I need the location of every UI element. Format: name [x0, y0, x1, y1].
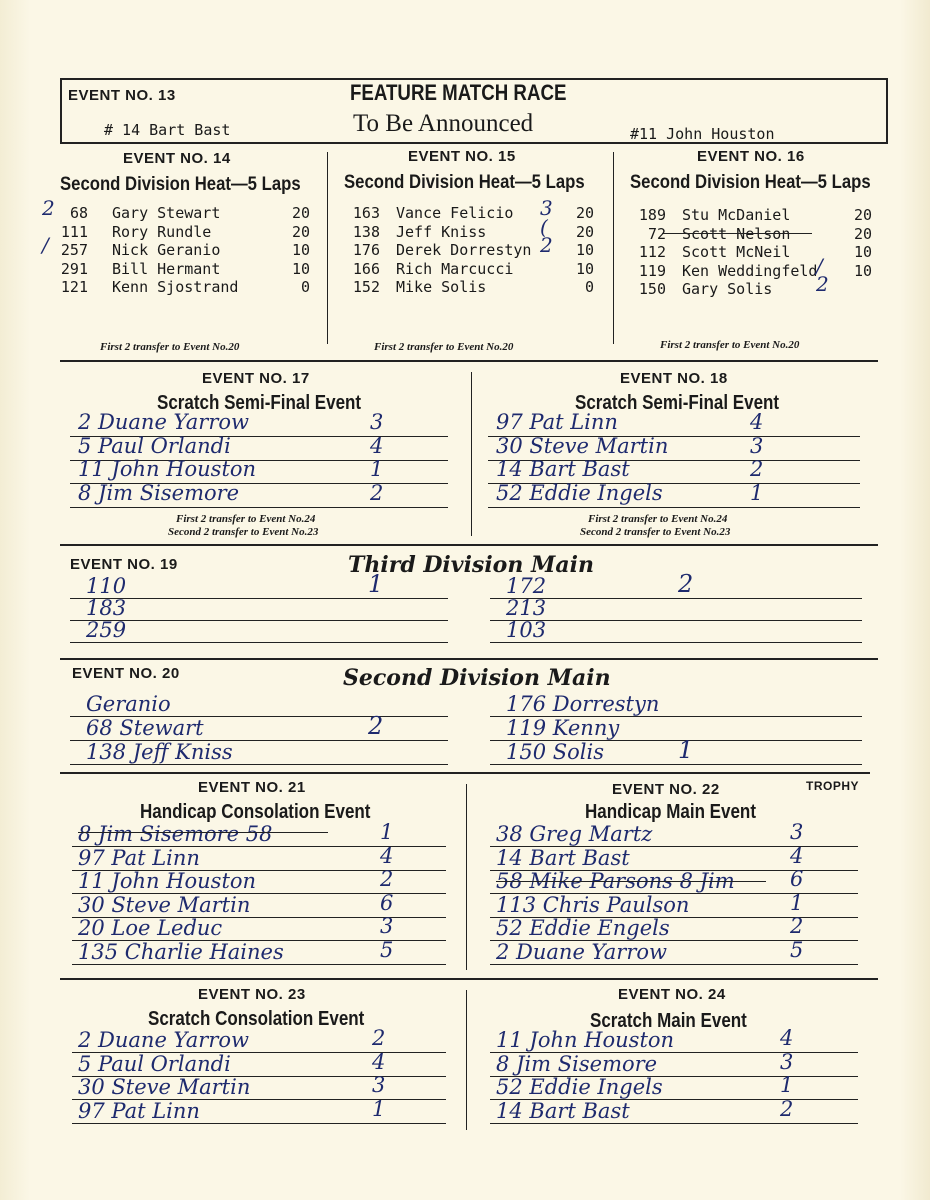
- handwritten-place: 4: [750, 410, 764, 434]
- heat-racer-number: 68: [69, 204, 88, 222]
- event-13-right-racer: #11 John Houston: [630, 125, 775, 143]
- handwritten-entry: 213: [506, 596, 547, 620]
- transfer-note: First 2 transfer to Event No.24: [588, 513, 728, 525]
- heat-points: 20: [291, 204, 310, 222]
- handwritten-entry: 8 Jim Sisemore: [496, 1051, 658, 1076]
- handwritten-place: 2: [790, 914, 804, 938]
- event-title: Handicap Main Event: [585, 801, 756, 823]
- entry-line: [70, 642, 448, 643]
- divider: [466, 990, 467, 1130]
- entry-line: [70, 598, 448, 599]
- semi-title: Scratch Semi-Final Event: [575, 392, 780, 414]
- divider: [60, 360, 878, 362]
- handwritten-entry: 30 Steve Martin: [78, 1075, 251, 1099]
- entry-line: [70, 764, 448, 765]
- handwritten-entry: 2 Duane Yarrow: [78, 410, 249, 434]
- handwritten-place: 6: [790, 867, 804, 891]
- event-19-title: Third Division Main: [348, 552, 594, 578]
- heat-racer-name: Gary Solis: [682, 280, 773, 298]
- handwritten-place: 6: [380, 890, 394, 915]
- handwritten-entry: 110: [86, 574, 127, 598]
- handwritten-place: 4: [370, 433, 384, 458]
- event-19-number: EVENT NO. 19: [70, 556, 178, 573]
- handwritten-entry: 68 Stewart: [86, 716, 204, 740]
- handwritten-entry: 11 John Houston: [78, 869, 257, 893]
- handwritten-place: 1: [368, 570, 384, 598]
- strike-through-mark: [78, 832, 328, 833]
- handwritten-entry: 52 Eddie Engels: [496, 916, 670, 940]
- heat-points: 10: [575, 241, 594, 259]
- divider: [466, 784, 467, 970]
- heat-racer-number: 121: [60, 278, 88, 296]
- heat-racer-name: Jeff Kniss: [396, 222, 487, 241]
- handwritten-place: 5: [380, 937, 394, 962]
- heat-points: 20: [575, 222, 594, 241]
- handwritten-entry: 97 Pat Linn: [78, 845, 200, 870]
- heat-title: Second Division Heat—5 Laps: [344, 172, 585, 193]
- event-20-title: Second Division Main: [343, 665, 611, 691]
- handwritten-entry: 172: [506, 574, 547, 598]
- handwritten-entry: 30 Steve Martin: [78, 892, 251, 917]
- handwritten-entry: 119 Kenny: [506, 716, 620, 740]
- heat-points: 0: [300, 278, 310, 296]
- event-number: EVENT NO. 21: [198, 779, 306, 796]
- transfer-note: First 2 transfer to Event No.20: [100, 341, 240, 353]
- handwritten-place: 2: [42, 196, 55, 220]
- handwritten-place: 3: [370, 410, 384, 434]
- handwritten-entry: 58 Mike Parsons 8 Jim: [496, 869, 735, 893]
- handwritten-place: 2: [372, 1026, 386, 1050]
- divider: [327, 152, 328, 344]
- handwritten-place: 1: [380, 820, 394, 844]
- handwritten-entry: 11 John Houston: [78, 457, 257, 481]
- heat-racer-number: 72: [647, 224, 666, 243]
- handwritten-entry: 135 Charlie Haines: [78, 939, 284, 964]
- divider: [471, 372, 472, 536]
- heat-racer-name: Mike Solis: [396, 278, 487, 296]
- strike-through-mark: [496, 881, 766, 882]
- heat-event-number: EVENT NO. 15: [408, 148, 516, 165]
- event-number: EVENT NO. 22: [612, 781, 720, 798]
- heat-points: 0: [584, 278, 594, 296]
- handwritten-entry: 8 Jim Sisemore: [78, 480, 240, 505]
- transfer-note: First 2 transfer to Event No.24: [176, 513, 316, 525]
- heat-event-number: EVENT NO. 14: [123, 150, 231, 167]
- divider: [60, 772, 870, 774]
- heat-racer-name: Stu McDaniel: [682, 206, 791, 224]
- heat-points: 20: [853, 206, 872, 224]
- handwritten-place: 2: [380, 867, 394, 891]
- heat-racer-number: 111: [60, 222, 88, 241]
- event-13-number: EVENT NO. 13: [68, 87, 176, 104]
- handwritten-place: /: [42, 233, 49, 257]
- heat-racer-number: 150: [638, 280, 666, 298]
- handwritten-place: 3: [780, 1049, 794, 1074]
- heat-racer-name: Derek Dorrestyn: [396, 241, 532, 259]
- heat-racer-number: 152: [352, 278, 380, 296]
- heat-points: 10: [853, 243, 872, 261]
- transfer-note: Second 2 transfer to Event No.23: [168, 526, 319, 538]
- heat-racer-number: 112: [638, 243, 666, 261]
- handwritten-place: 4: [372, 1049, 386, 1074]
- heat-title: Second Division Heat—5 Laps: [630, 172, 871, 193]
- divider: [60, 544, 878, 546]
- event-13-title: FEATURE MATCH RACE: [350, 80, 567, 105]
- heat-points: 10: [575, 259, 594, 278]
- handwritten-place: 3: [750, 433, 764, 458]
- heat-racer-name: Gary Stewart: [112, 204, 221, 222]
- strike-through-mark: [662, 233, 812, 234]
- handwritten-entry: 52 Eddie Ingels: [496, 480, 663, 505]
- handwritten-entry: 150 Solis: [506, 740, 604, 764]
- handwritten-place: 2: [678, 570, 694, 598]
- heat-racer-number: 291: [60, 259, 88, 278]
- handwritten-entry: 11 John Houston: [496, 1028, 675, 1052]
- handwritten-entry: 30 Steve Martin: [496, 433, 669, 458]
- handwritten-entry: 97 Pat Linn: [78, 1098, 200, 1123]
- heat-racer-name: Scott Nelson: [682, 224, 791, 243]
- entry-line: [490, 764, 862, 765]
- divider: [60, 978, 878, 980]
- semi-event-number: EVENT NO. 18: [620, 370, 728, 387]
- semi-title: Scratch Semi-Final Event: [157, 392, 362, 414]
- handwritten-place: (: [540, 214, 548, 239]
- heat-racer-number: 163: [352, 204, 380, 222]
- handwritten-entry: 20 Loe Leduc: [78, 916, 223, 940]
- event-title: Scratch Consolation Event: [148, 1008, 365, 1030]
- heat-racer-name: Ken Weddingfeld: [682, 261, 818, 280]
- handwritten-place: 1: [790, 890, 804, 915]
- handwritten-entry: 183: [86, 596, 127, 620]
- heat-racer-number: 119: [638, 261, 666, 280]
- handwritten-entry: Geranio: [86, 692, 171, 716]
- heat-racer-number: 257: [60, 241, 88, 259]
- handwritten-entry: 2 Duane Yarrow: [78, 1028, 249, 1052]
- handwritten-entry: 259: [86, 618, 127, 642]
- handwritten-entry: 5 Paul Orlandi: [78, 1051, 231, 1076]
- heat-points: 10: [291, 259, 310, 278]
- event-number: EVENT NO. 24: [618, 986, 726, 1003]
- entry-line: [70, 507, 448, 508]
- handwritten-entry: 38 Greg Martz: [496, 822, 653, 846]
- handwritten-place: 2: [540, 233, 553, 257]
- heat-racer-name: Bill Hermant: [112, 259, 221, 278]
- handwritten-place: 4: [790, 843, 804, 868]
- handwritten-place: 2: [370, 480, 384, 505]
- handwritten-place: 2: [780, 1096, 794, 1121]
- heat-title: Second Division Heat—5 Laps: [60, 174, 301, 195]
- transfer-note: Second 2 transfer to Event No.23: [580, 526, 731, 538]
- handwritten-place: 1: [750, 480, 764, 505]
- transfer-note: First 2 transfer to Event No.20: [374, 341, 514, 353]
- handwritten-entry: 5 Paul Orlandi: [78, 433, 231, 458]
- handwritten-entry: 103: [506, 618, 547, 642]
- handwritten-entry: 8 Jim Sisemore 58: [78, 822, 273, 846]
- entry-line: [490, 642, 862, 643]
- handwritten-entry: 97 Pat Linn: [496, 410, 618, 434]
- semi-event-number: EVENT NO. 17: [202, 370, 310, 387]
- heat-racer-name: Nick Geranio: [112, 241, 221, 259]
- heat-racer-number: 189: [638, 206, 666, 224]
- handwritten-place: 3: [380, 914, 394, 938]
- trophy-label: TROPHY: [806, 779, 860, 793]
- handwritten-place: 1: [780, 1073, 794, 1097]
- heat-racer-number: 166: [352, 259, 380, 278]
- heat-event-number: EVENT NO. 16: [697, 148, 805, 165]
- heat-racer-number: 138: [352, 222, 380, 241]
- heat-racer-name: Vance Felicio: [396, 204, 514, 222]
- heat-points: 10: [853, 261, 872, 280]
- entry-line: [72, 1123, 446, 1124]
- divider: [613, 152, 614, 344]
- handwritten-place: 3: [790, 820, 804, 844]
- heat-racer-name: Rory Rundle: [112, 222, 212, 241]
- heat-racer-number: 176: [352, 241, 380, 259]
- heat-points: 20: [575, 204, 594, 222]
- handwritten-place: 2: [368, 712, 384, 740]
- heat-points: 10: [291, 241, 310, 259]
- handwritten-entry: 113 Chris Paulson: [496, 892, 690, 917]
- entry-line: [488, 507, 860, 508]
- handwritten-entry: 2 Duane Yarrow: [496, 939, 667, 964]
- handwritten-place: 1: [678, 736, 694, 764]
- handwritten-entry: 14 Bart Bast: [496, 1098, 630, 1123]
- handwritten-place: 2: [750, 457, 764, 481]
- event-title: Handicap Consolation Event: [140, 801, 371, 823]
- entry-line: [72, 964, 446, 965]
- handwritten-entry: 176 Dorrestyn: [506, 692, 660, 716]
- entry-line: [490, 964, 858, 965]
- handwritten-entry: 14 Bart Bast: [496, 845, 630, 870]
- event-number: EVENT NO. 23: [198, 986, 306, 1003]
- handwritten-place: /: [816, 253, 823, 278]
- heat-racer-name: Scott McNeil: [682, 243, 791, 261]
- event-20-number: EVENT NO. 20: [72, 665, 180, 682]
- event-13-subtitle: To Be Announced: [353, 110, 534, 137]
- entry-line: [490, 1123, 858, 1124]
- handwritten-place: 1: [370, 457, 384, 481]
- handwritten-entry: 52 Eddie Ingels: [496, 1075, 663, 1099]
- handwritten-place: 4: [380, 843, 394, 868]
- handwritten-entry: 14 Bart Bast: [496, 457, 630, 481]
- handwritten-place: 5: [790, 937, 804, 962]
- entry-line: [70, 620, 448, 621]
- handwritten-place: 3: [540, 196, 553, 220]
- handwritten-place: 3: [372, 1073, 386, 1097]
- handwritten-entry: 138 Jeff Kniss: [86, 740, 233, 764]
- event-title: Scratch Main Event: [590, 1010, 747, 1032]
- handwritten-place: 2: [816, 272, 829, 296]
- heat-points: 20: [291, 222, 310, 241]
- transfer-note: First 2 transfer to Event No.20: [660, 339, 800, 351]
- heat-racer-name: Kenn Sjostrand: [112, 278, 239, 296]
- event-13-left-racer: # 14 Bart Bast: [104, 121, 231, 139]
- heat-points: 20: [853, 224, 872, 243]
- heat-racer-name: Rich Marcucci: [396, 259, 514, 278]
- handwritten-place: 4: [780, 1026, 794, 1050]
- divider: [60, 658, 878, 660]
- handwritten-place: 1: [372, 1096, 386, 1121]
